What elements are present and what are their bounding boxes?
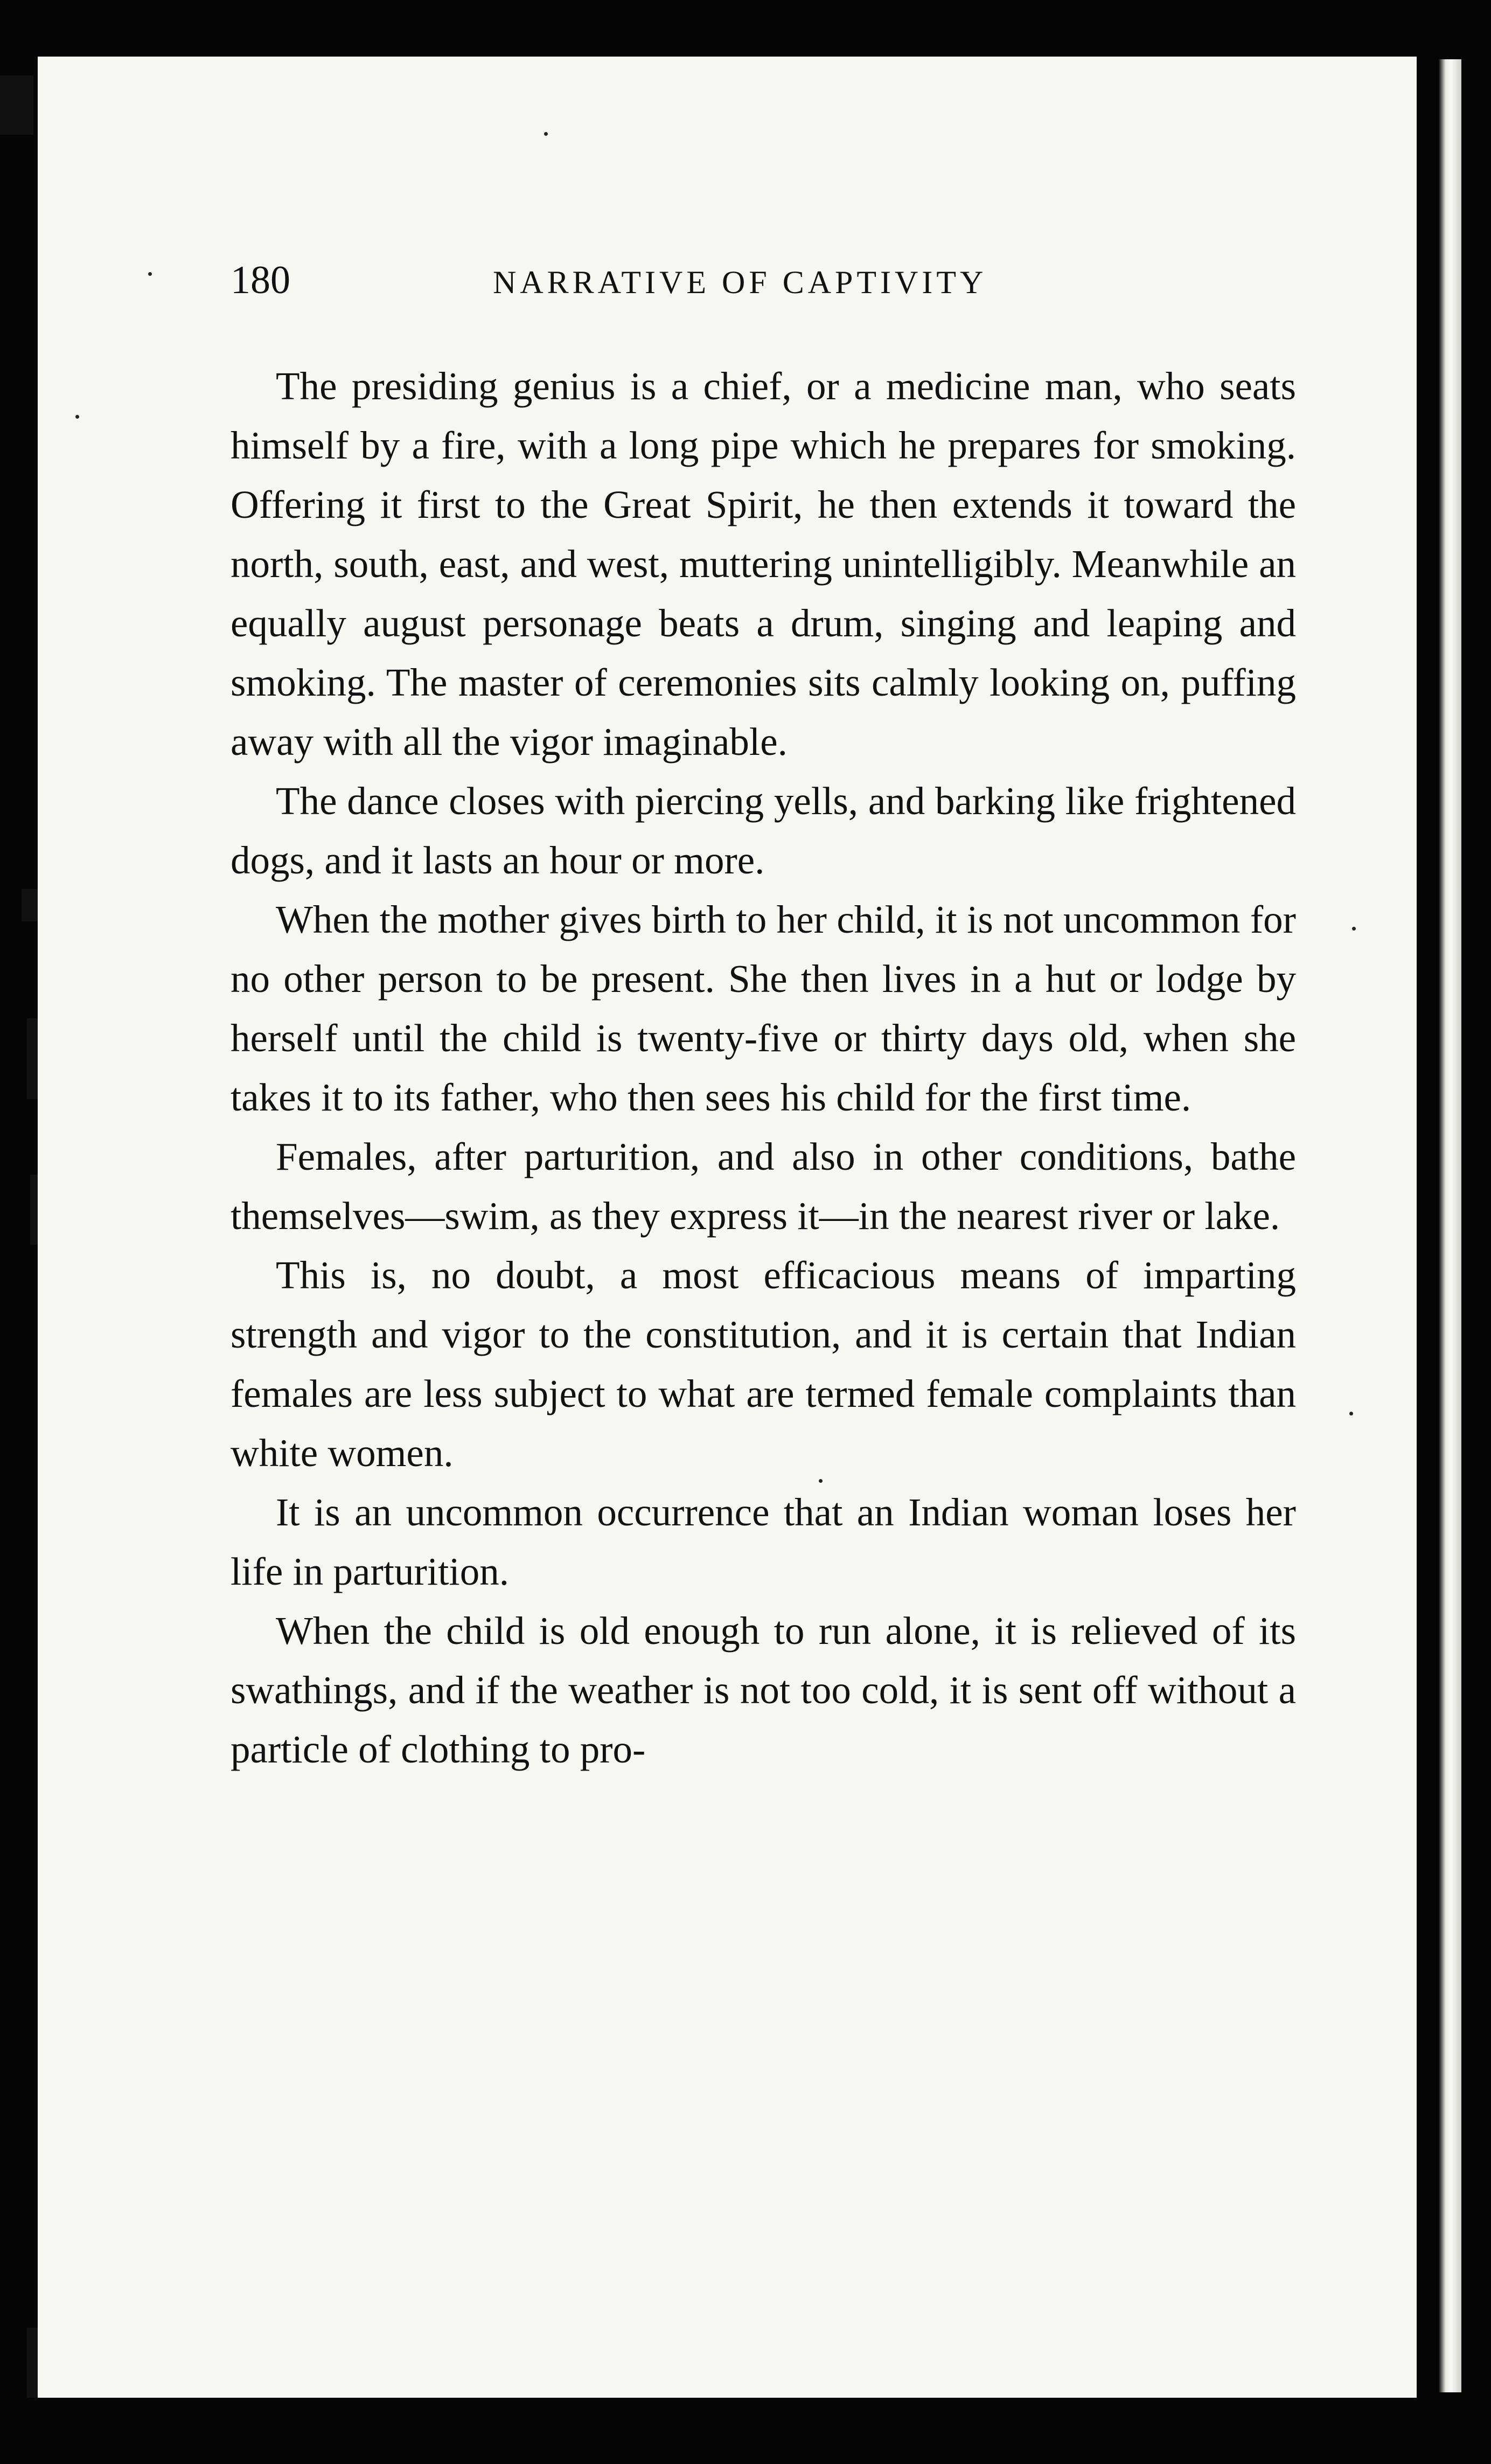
paragraph: When the child is old enough to run alone, it is relieved of its swathings, and if the weather is not too cold, it is sent off without a particle of clothing to pro- [231, 1609, 1296, 1771]
dust-speck [1349, 1412, 1353, 1415]
page-header [231, 253, 1297, 313]
page-edge [1439, 59, 1461, 2392]
paragraph: The dance closes with piercing yells, and barking like frightened dogs, and it lasts an hour or more. [231, 779, 1296, 882]
body-text [231, 357, 1296, 1779]
dust-speck [544, 132, 548, 136]
dust-speck [1352, 927, 1356, 931]
page-number: 180 [231, 258, 290, 302]
paragraph: When the mother gives birth to her child, it is not uncommon for no other person to be present. She then lives in a hut or lodge by herself until the child is twenty-five or thirty days old, when she takes it to its father, who then sees his child for the first time. [231, 898, 1296, 1119]
dust-speck [75, 415, 79, 419]
paragraph: This is, no doubt, a most efficacious means of imparting strength and vigor to the constitution, and it is certain that Indian females are less subject to what are termed female complaints than white women. [231, 1253, 1296, 1475]
paragraph: Females, after parturition, and also in other conditions, bathe themselves—swim, as they express it—in the nearest river or lake. [231, 1135, 1296, 1238]
dust-speck [148, 272, 152, 276]
paragraph: It is an uncommon occurrence that an Indian woman loses her life in parturition. [231, 1490, 1296, 1593]
paragraph: The presiding genius is a chief, or a medicine man, who seats himself by a fire, with a long pipe which he prepares for smoking. Offering it first to the Great Spirit, he then extends it toward the north, south, east, and west, muttering unintelligibly. Meanwhile an equally august personage beats a drum, singing and leaping and smoking. The master of ceremonies sits calmly looking on, puffing away with all the vigor imaginable. [231, 364, 1296, 764]
running-head: NARRATIVE OF CAPTIVITY [493, 265, 987, 300]
